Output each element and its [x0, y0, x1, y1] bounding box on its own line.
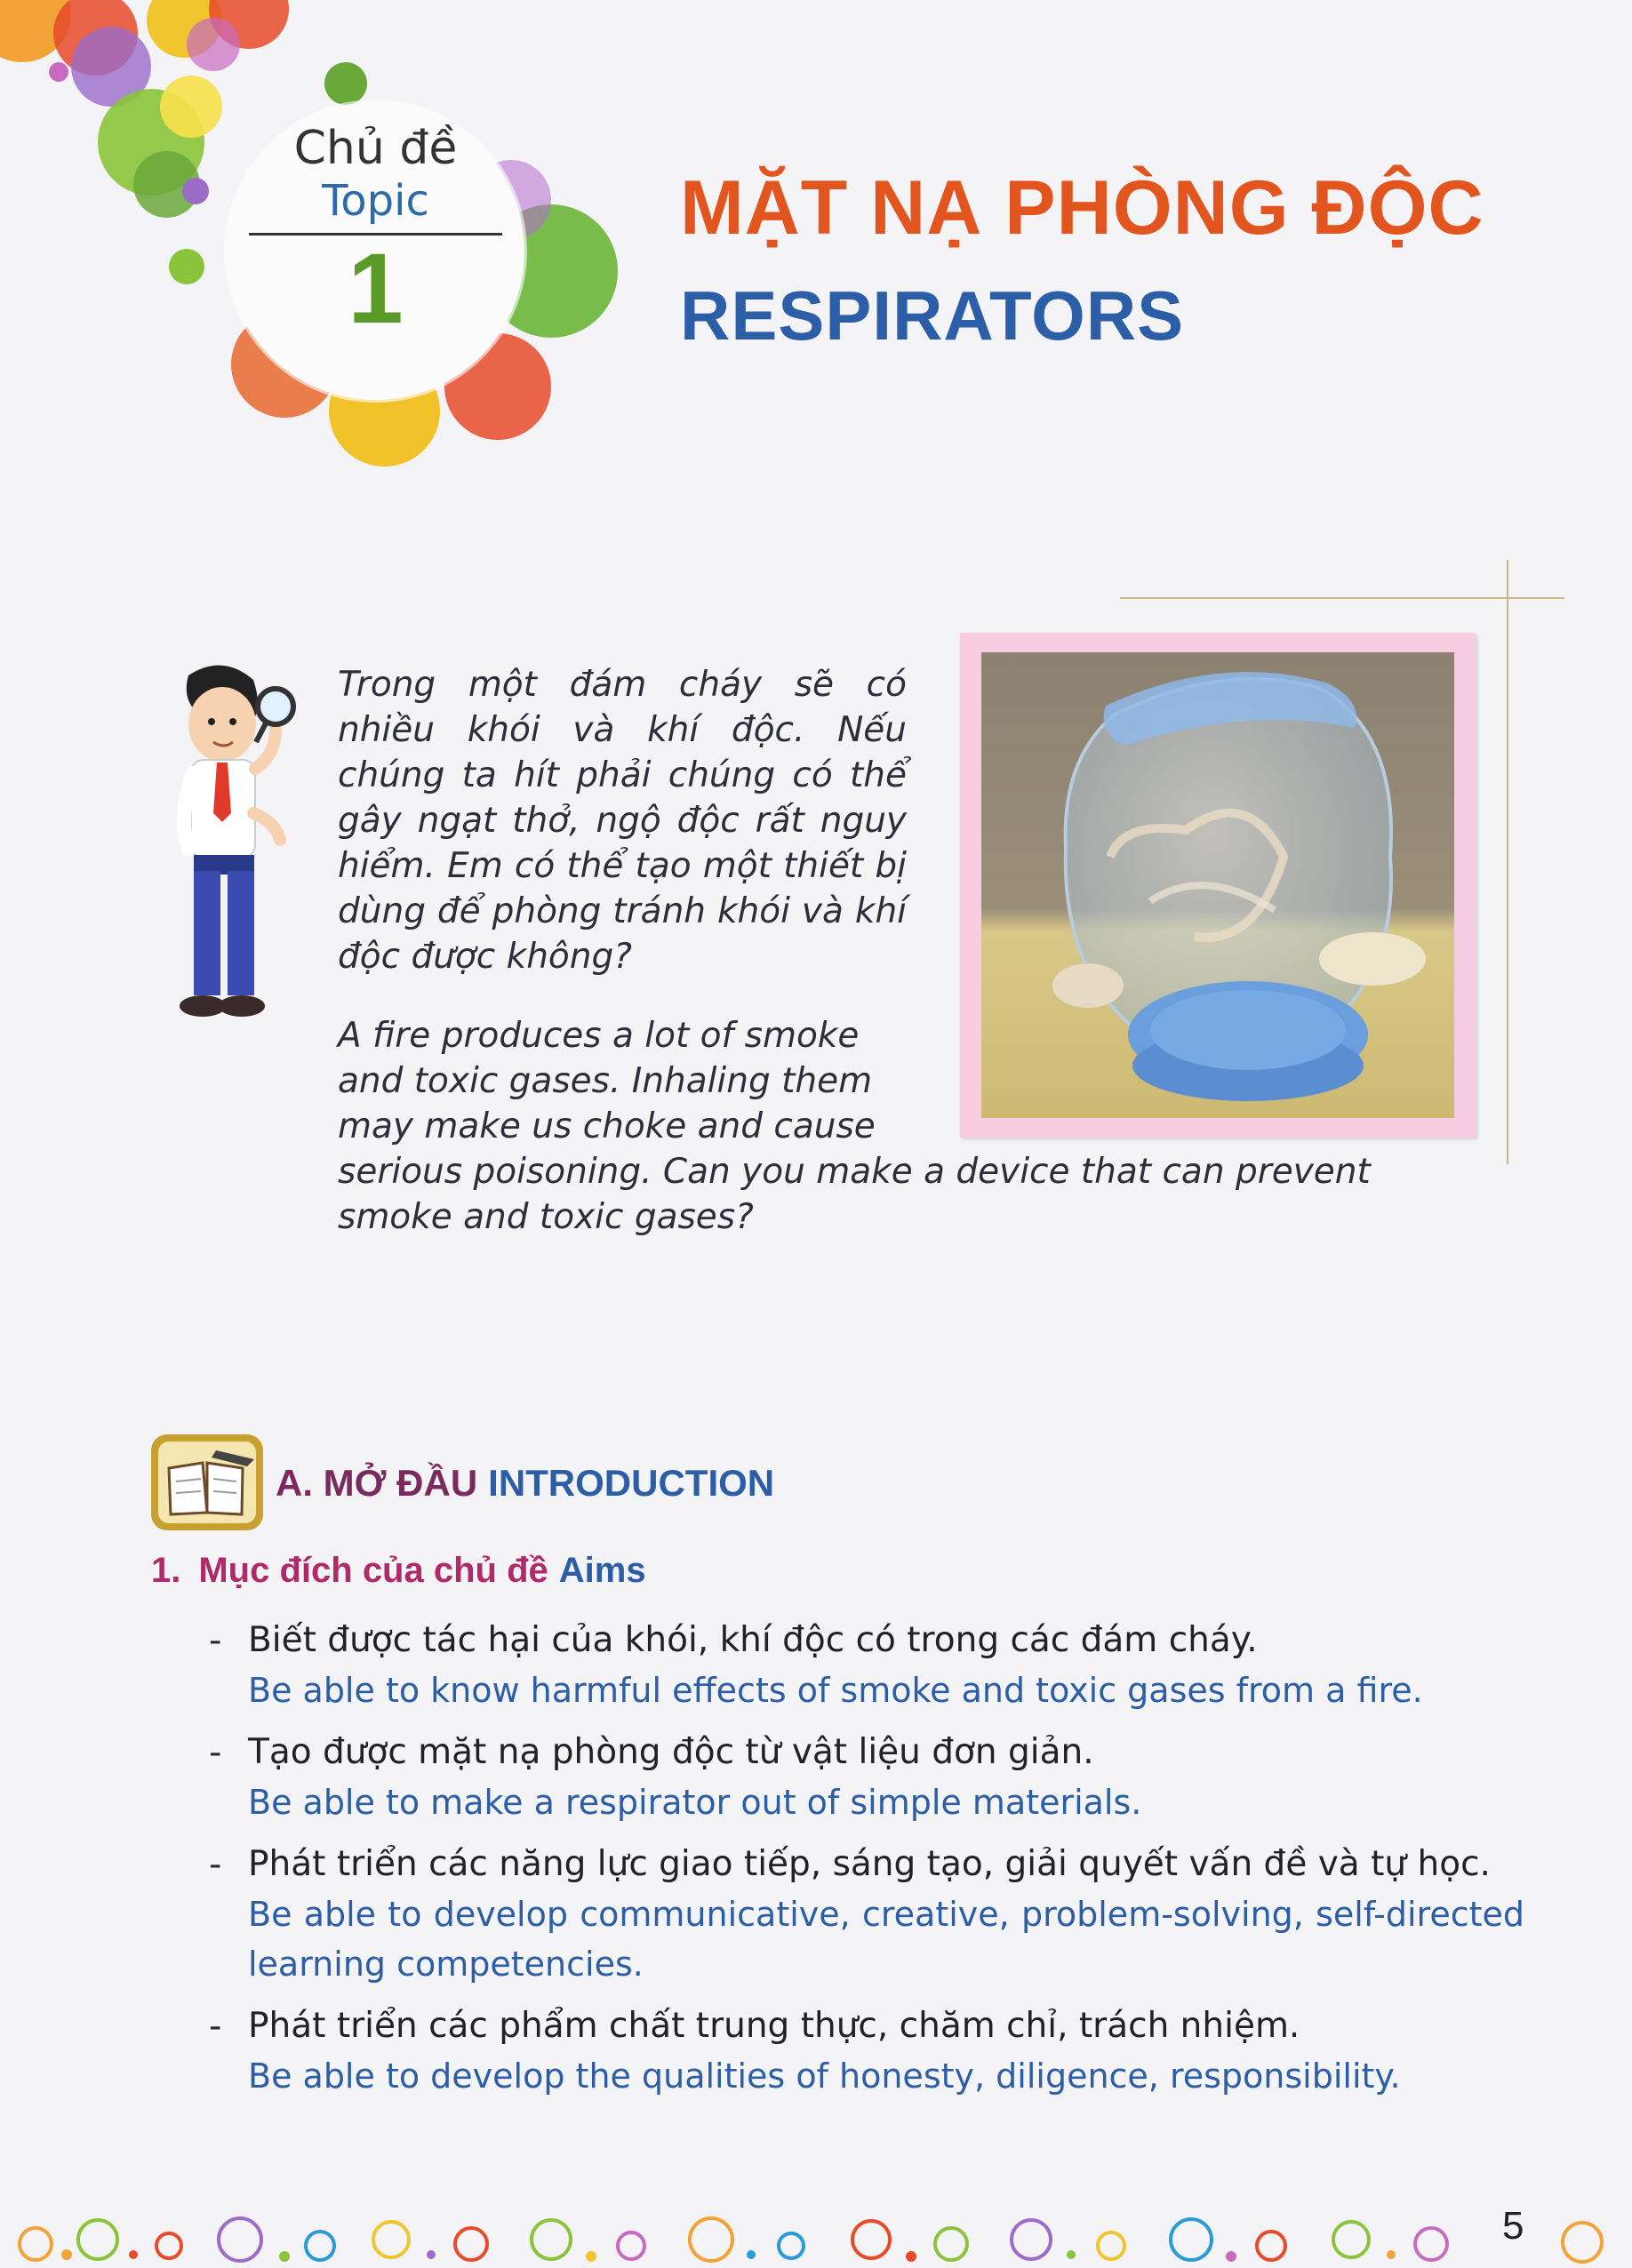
page-title-en: RESPIRATORS — [680, 276, 1185, 355]
section-heading-vi: A. MỞ ĐẦU — [276, 1462, 478, 1504]
list-item — [209, 1728, 1524, 1827]
list-bullet: - — [209, 1732, 222, 1773]
list-item — [209, 1840, 1524, 1989]
list-item — [209, 1616, 1524, 1715]
list-item — [209, 2001, 1524, 2101]
badge-topic-vi: Chủ đề — [293, 122, 458, 175]
subsection-number: 1. — [151, 1551, 181, 1590]
intro-en-line: and toxic gases. Inhaling them — [338, 1061, 873, 1101]
badge-topic-en: Topic — [322, 176, 429, 226]
aim-text-en: Be able to know harmful effects of smoke and toxic gases from a fire. — [248, 1671, 1423, 1710]
page-title-vi: MẶT NẠ PHÒNG ĐỘC — [680, 165, 1484, 251]
aim-text-en: Be able to develop communicative, creative, problem-solving, self-directed learning competencies. — [248, 1895, 1524, 1984]
aim-text-en: Be able to make a respirator out of simple materials. — [248, 1783, 1142, 1822]
subsection-heading-en: Aims — [558, 1551, 646, 1590]
book-icon — [149, 1433, 265, 1532]
respirator-photo — [960, 633, 1476, 1138]
section-heading-en: INTRODUCTION — [488, 1462, 775, 1504]
intro-paragraph-vi: Trong một đám cháy sẽ có nhiều khói và khí độc. Nếu chúng ta hít phải chúng có thể gây ngạt thở, ngộ độc rất nguy hiểm. Em có thể tạo một thiết bị dùng để phòng tránh khói và khí độc được không? — [338, 665, 907, 977]
decorative-frame-line — [1120, 597, 1564, 599]
intro-en-line: serious poisoning. Can you make a device that can prevent — [338, 1152, 1371, 1192]
section-heading — [276, 1462, 774, 1505]
page-number: 5 — [1502, 2204, 1524, 2248]
decorative-frame-line — [1507, 560, 1508, 1164]
aims-list — [209, 1616, 1524, 2113]
list-bullet: - — [209, 2006, 222, 2047]
intro-en-line: may make us choke and cause — [338, 1106, 876, 1146]
badge-topic-number: 1 — [348, 233, 404, 344]
topic-badge — [227, 102, 524, 400]
aim-text-vi: Phát triển các phẩm chất trung thực, chăm chỉ, trách nhiệm. — [248, 2006, 1300, 2046]
subsection-heading — [151, 1551, 646, 1591]
boy-with-magnifier-illustration — [142, 658, 302, 1031]
aim-text-vi: Biết được tác hại của khói, khí độc có trong các đám cháy. — [248, 1620, 1258, 1660]
list-bullet: - — [209, 1844, 222, 1885]
aim-text-en: Be able to develop the qualities of honesty, diligence, responsibility. — [248, 2056, 1401, 2096]
list-bullet: - — [209, 1620, 222, 1661]
intro-en-line: A fire produces a lot of smoke — [338, 1016, 860, 1056]
aim-text-vi: Phát triển các năng lực giao tiếp, sáng tạo, giải quyết vấn đề và tự học. — [248, 1844, 1491, 1884]
subsection-heading-vi: Mục đích của chủ đề — [198, 1551, 548, 1590]
decorative-bottom-border — [0, 2191, 1632, 2268]
aim-text-vi: Tạo được mặt nạ phòng độc từ vật liệu đơn giản. — [248, 1732, 1094, 1772]
intro-en-line: smoke and toxic gases? — [338, 1197, 754, 1237]
